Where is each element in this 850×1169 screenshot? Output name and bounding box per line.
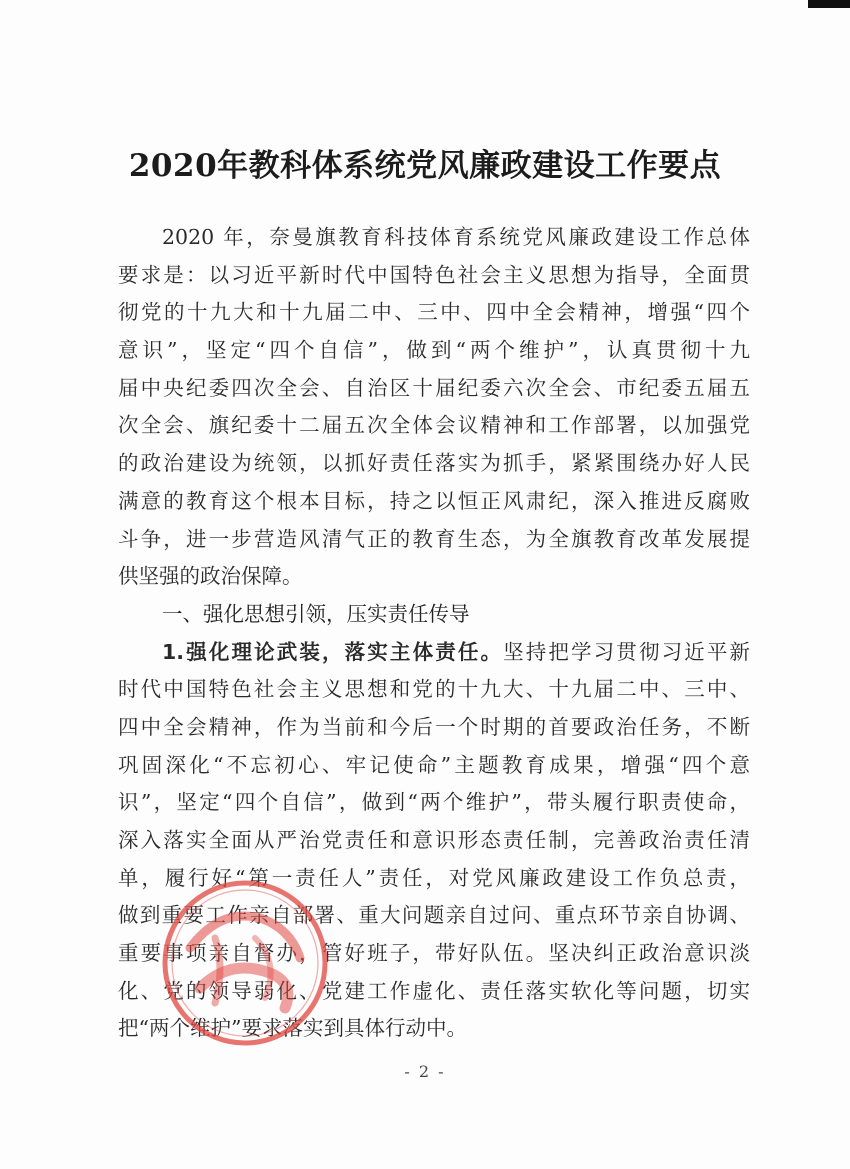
body-line: 彻党的十九大和十九届二中、三中、四中全会精神，增强“四个 [118, 300, 750, 325]
body-line: 2020 年，奈曼旗教育科技体育系统党风廉政建设工作总体 [162, 225, 750, 249]
body-line: 深入落实全面从严治党责任和意识形态责任制，完善政治责任清 [118, 828, 750, 852]
body-line: 要求是：以习近平新时代中国特色社会主义思想为指导，全面贯 [118, 262, 750, 287]
body-line: 重要事项亲自督办，管好班子，带好队伍。坚决纠正政治意识淡 [118, 941, 750, 966]
body-line: 届中央纪委四次全会、自治区十届纪委六次全会、市纪委五届五 [118, 375, 750, 400]
body-line: 斗争，进一步营造风清气正的教育生态，为全旗教育改革发展提 [118, 526, 750, 551]
body-line: 时代中国特色社会主义思想和党的十九大、十九届二中、三中、 [118, 677, 750, 702]
body-line: 单，履行好“第一责任人”责任，对党风廉政建设工作负总责， [118, 865, 750, 890]
body-line: 次全会、旗纪委十二届五次全体会议精神和工作部署，以加强党 [118, 413, 750, 438]
item-first-line [118, 634, 750, 672]
body-line: 巩固深化“不忘初心、牢记使命”主题教育成果，增强“四个意 [118, 752, 750, 777]
item-lead-text: 1.强化理论武装，落实主体责任。 [162, 639, 504, 664]
body-line: 把“两个维护”要求落实到具体行动中。 [118, 1016, 467, 1041]
body-line: 意识”，坚定“四个自信”，做到“两个维护”，认真贯彻十九 [118, 338, 750, 363]
body-line: 的政治建设为统领，以抓好责任落实为抓手，紧紧围绕办好人民 [118, 451, 750, 476]
body-line: 四中全会精神，作为当前和今后一个时期的首要政治任务，不断 [118, 714, 750, 739]
section-heading: 一、强化思想引领，压实责任传导 [162, 601, 470, 626]
body-line: 供坚强的政治保障。 [118, 564, 303, 589]
body-line: 满意的教育这个根本目标，持之以恒正风肃纪，深入推进反腐败 [118, 488, 750, 513]
document-title: 2020年教科体系统党风廉政建设工作要点 [128, 148, 722, 184]
body-line: 化、党的领导弱化、党建工作虚化、责任落实软化等问题，切实 [118, 978, 750, 1003]
body-line: 识”，坚定“四个自信”，做到“两个维护”，带头履行职责使命， [118, 790, 750, 815]
document-body [118, 219, 750, 1048]
scan-corner-mark [808, 0, 850, 8]
item-first-line-rest: 坚持把学习贯彻习近平新 [503, 639, 750, 664]
body-line: 做到重要工作亲自部署、重大问题亲自过问、重点环节亲自协调、 [118, 903, 750, 928]
page-number: - 2 - [404, 1062, 446, 1081]
